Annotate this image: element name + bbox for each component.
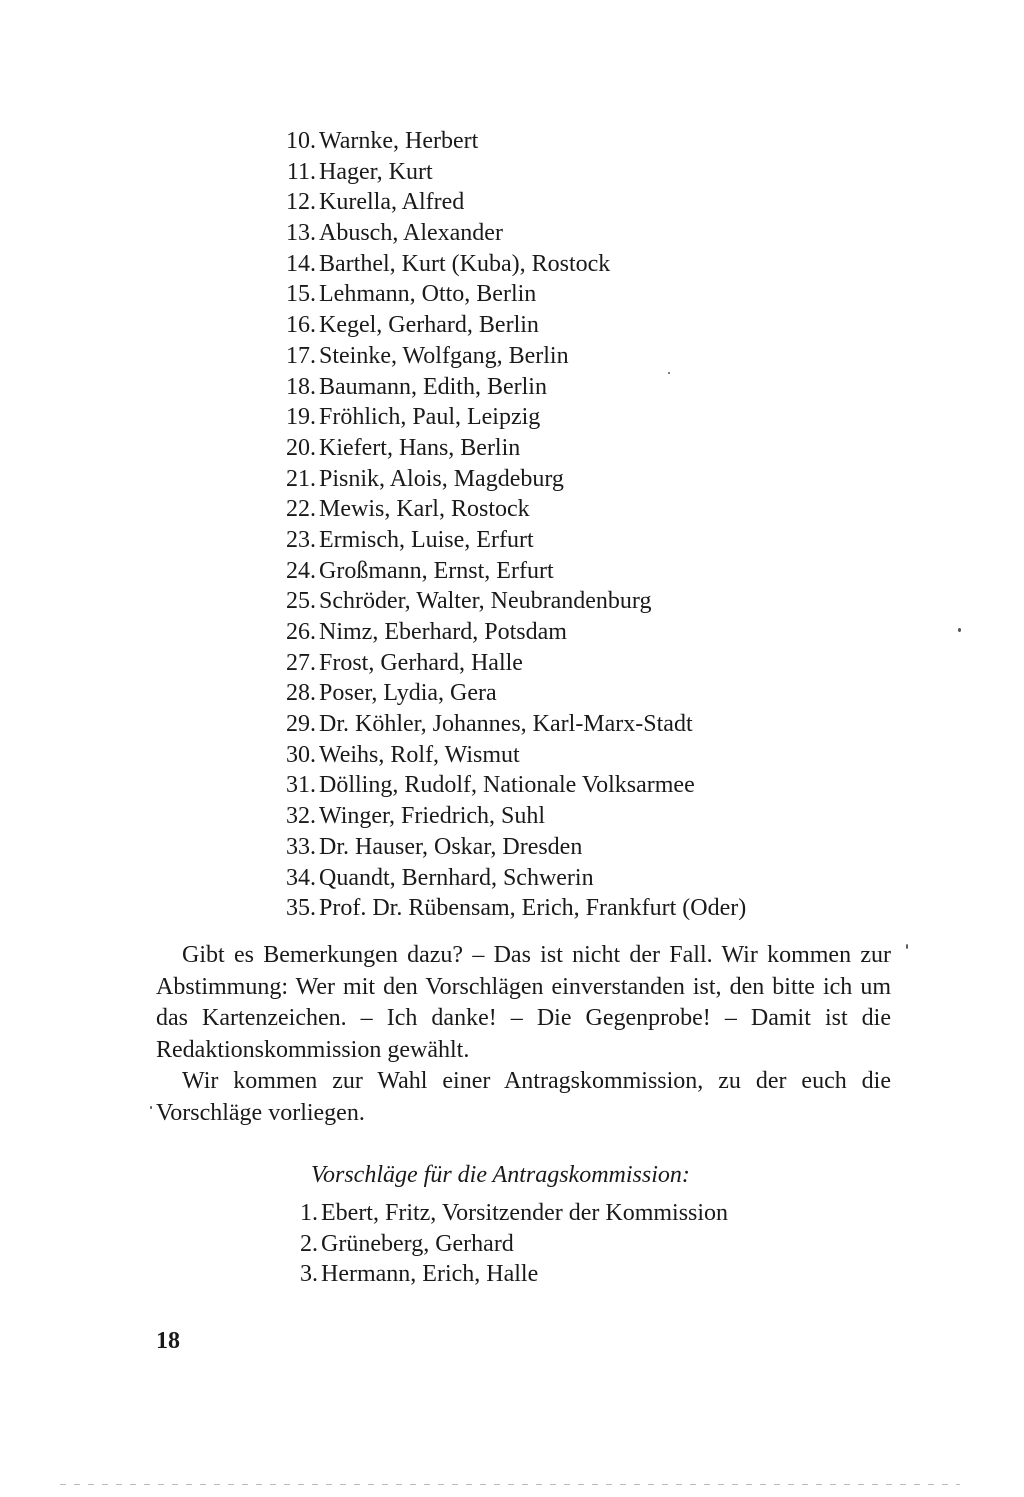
- list-item: [270, 801, 746, 832]
- item-text: Großmann, Ernst, Erfurt: [319, 557, 554, 584]
- item-text: Grüneberg, Gerhard: [321, 1230, 514, 1257]
- item-text: Baumann, Edith, Berlin: [319, 373, 547, 400]
- scan-speck: [958, 628, 961, 632]
- item-text: Dr. Köhler, Johannes, Karl-Marx-Stadt: [319, 711, 693, 738]
- list-item: [270, 1229, 728, 1260]
- list-item: [270, 341, 746, 372]
- item-text: Prof. Dr. Rübensam, Erich, Frankfurt (Oder): [319, 895, 747, 922]
- list-item: [270, 678, 746, 709]
- item-text: Nimz, Eberhard, Potsdam: [319, 619, 567, 645]
- item-text: Dölling, Rudolf, Nationale Volksarmee: [319, 772, 695, 799]
- item-number: 14.: [286, 250, 316, 277]
- item-number: 20.: [286, 434, 316, 461]
- scan-speck: [906, 944, 908, 949]
- item-text: Winger, Friedrich, Suhl: [319, 803, 546, 830]
- list-item: [270, 586, 746, 617]
- list-item: [270, 464, 746, 495]
- item-number: 17.: [286, 342, 316, 369]
- item-number: 12.: [286, 189, 316, 216]
- scan-speck: [668, 372, 670, 374]
- item-number: 11.: [286, 158, 316, 185]
- item-number: 23.: [286, 526, 316, 553]
- list-item: [270, 556, 746, 587]
- list-item: [270, 525, 746, 556]
- item-number: 19.: [286, 404, 316, 431]
- item-number: 33.: [286, 833, 316, 860]
- item-number: 35.: [286, 895, 316, 922]
- list-item: [270, 893, 746, 924]
- item-text: Quandt, Bernhard, Schwerin: [319, 864, 594, 891]
- item-text: Schröder, Walter, Neubrandenburg: [319, 588, 652, 615]
- list-item: [270, 617, 746, 648]
- item-number: 28.: [286, 680, 316, 707]
- scan-edge-line: [60, 1484, 960, 1485]
- item-text: Ebert, Fritz, Vorsitzender der Kommission: [321, 1200, 729, 1226]
- list-item: [270, 1259, 728, 1290]
- item-number: 15.: [286, 281, 316, 308]
- scan-speck: [150, 1106, 152, 1109]
- item-number: 25.: [286, 588, 316, 615]
- item-text: Dr. Hauser, Oskar, Dresden: [319, 833, 583, 860]
- page-number: 18: [156, 1328, 180, 1354]
- item-text: Fröhlich, Paul, Leipzig: [319, 404, 541, 431]
- item-number: 29.: [286, 711, 316, 738]
- list-item: [270, 372, 746, 403]
- item-text: Warnke, Herbert: [319, 128, 479, 154]
- item-number: 34.: [286, 864, 316, 891]
- item-text: Mewis, Karl, Rostock: [319, 496, 530, 523]
- list-item: [270, 863, 746, 894]
- item-text: Ermisch, Luise, Erfurt: [319, 526, 534, 553]
- item-text: Barthel, Kurt (Kuba), Rostock: [319, 250, 611, 277]
- item-number: 27.: [286, 649, 316, 676]
- item-number: 31.: [286, 772, 316, 799]
- antragskommission-list: [270, 1198, 728, 1290]
- item-number: 10.: [286, 128, 316, 154]
- item-text: Steinke, Wolfgang, Berlin: [319, 342, 569, 369]
- list-item: [270, 126, 746, 157]
- item-text: Hager, Kurt: [319, 158, 433, 185]
- item-number: 30.: [286, 741, 316, 768]
- item-text: Kiefert, Hans, Berlin: [319, 434, 521, 461]
- list-item: [270, 157, 746, 188]
- item-text: Kurella, Alfred: [319, 189, 465, 216]
- list-item: [270, 187, 746, 218]
- item-number: 16.: [286, 312, 316, 339]
- item-text: Weihs, Rolf, Wismut: [319, 741, 520, 768]
- list-item: [270, 648, 746, 679]
- item-number: 22.: [286, 496, 316, 523]
- list-item: [270, 433, 746, 464]
- section-heading: Vorschläge für die Antragskommission:: [311, 1162, 690, 1188]
- item-text: Pisnik, Alois, Magdeburg: [319, 465, 564, 492]
- paragraph-vote: Gibt es Bemerkungen dazu? – Das ist nicht der Fall. Wir kommen zur Abstimmung: Wer mit den Vorschlägen einverstanden ist, den bitte ich um das Kartenzeichen. – Ich danke! – Die Gegenprobe! – Damit ist die Redaktionskommission gewählt.: [156, 942, 891, 1063]
- item-text: Hermann, Erich, Halle: [321, 1261, 539, 1288]
- item-text: Poser, Lydia, Gera: [319, 680, 497, 707]
- list-item: [270, 1198, 728, 1229]
- item-number: 18.: [286, 373, 316, 400]
- item-text: Frost, Gerhard, Halle: [319, 649, 523, 676]
- item-number: 2.: [300, 1230, 318, 1257]
- list-item: [270, 218, 746, 249]
- list-item: [270, 279, 746, 310]
- item-number: 13.: [286, 220, 316, 247]
- list-item: [270, 832, 746, 863]
- list-item: [270, 740, 746, 771]
- paragraph-antragskommission: Wir kommen zur Wahl einer Antragskommission, zu der euch die Vorschläge vorliegen.: [156, 1068, 891, 1126]
- item-number: 21.: [286, 465, 316, 492]
- item-number: 3.: [300, 1261, 318, 1288]
- item-number: 32.: [286, 803, 316, 830]
- list-item: [270, 770, 746, 801]
- body-text: [156, 940, 891, 1129]
- item-text: Kegel, Gerhard, Berlin: [319, 312, 539, 339]
- redaktionskommission-list: [270, 126, 746, 924]
- list-item: [270, 494, 746, 525]
- item-number: 26.: [286, 619, 316, 645]
- item-text: Lehmann, Otto, Berlin: [319, 281, 537, 308]
- list-item: [270, 402, 746, 433]
- item-number: 24.: [286, 557, 316, 584]
- list-item: [270, 709, 746, 740]
- item-text: Abusch, Alexander: [319, 220, 503, 247]
- list-item: [270, 310, 746, 341]
- item-number: 1.: [300, 1200, 318, 1226]
- list-item: [270, 249, 746, 280]
